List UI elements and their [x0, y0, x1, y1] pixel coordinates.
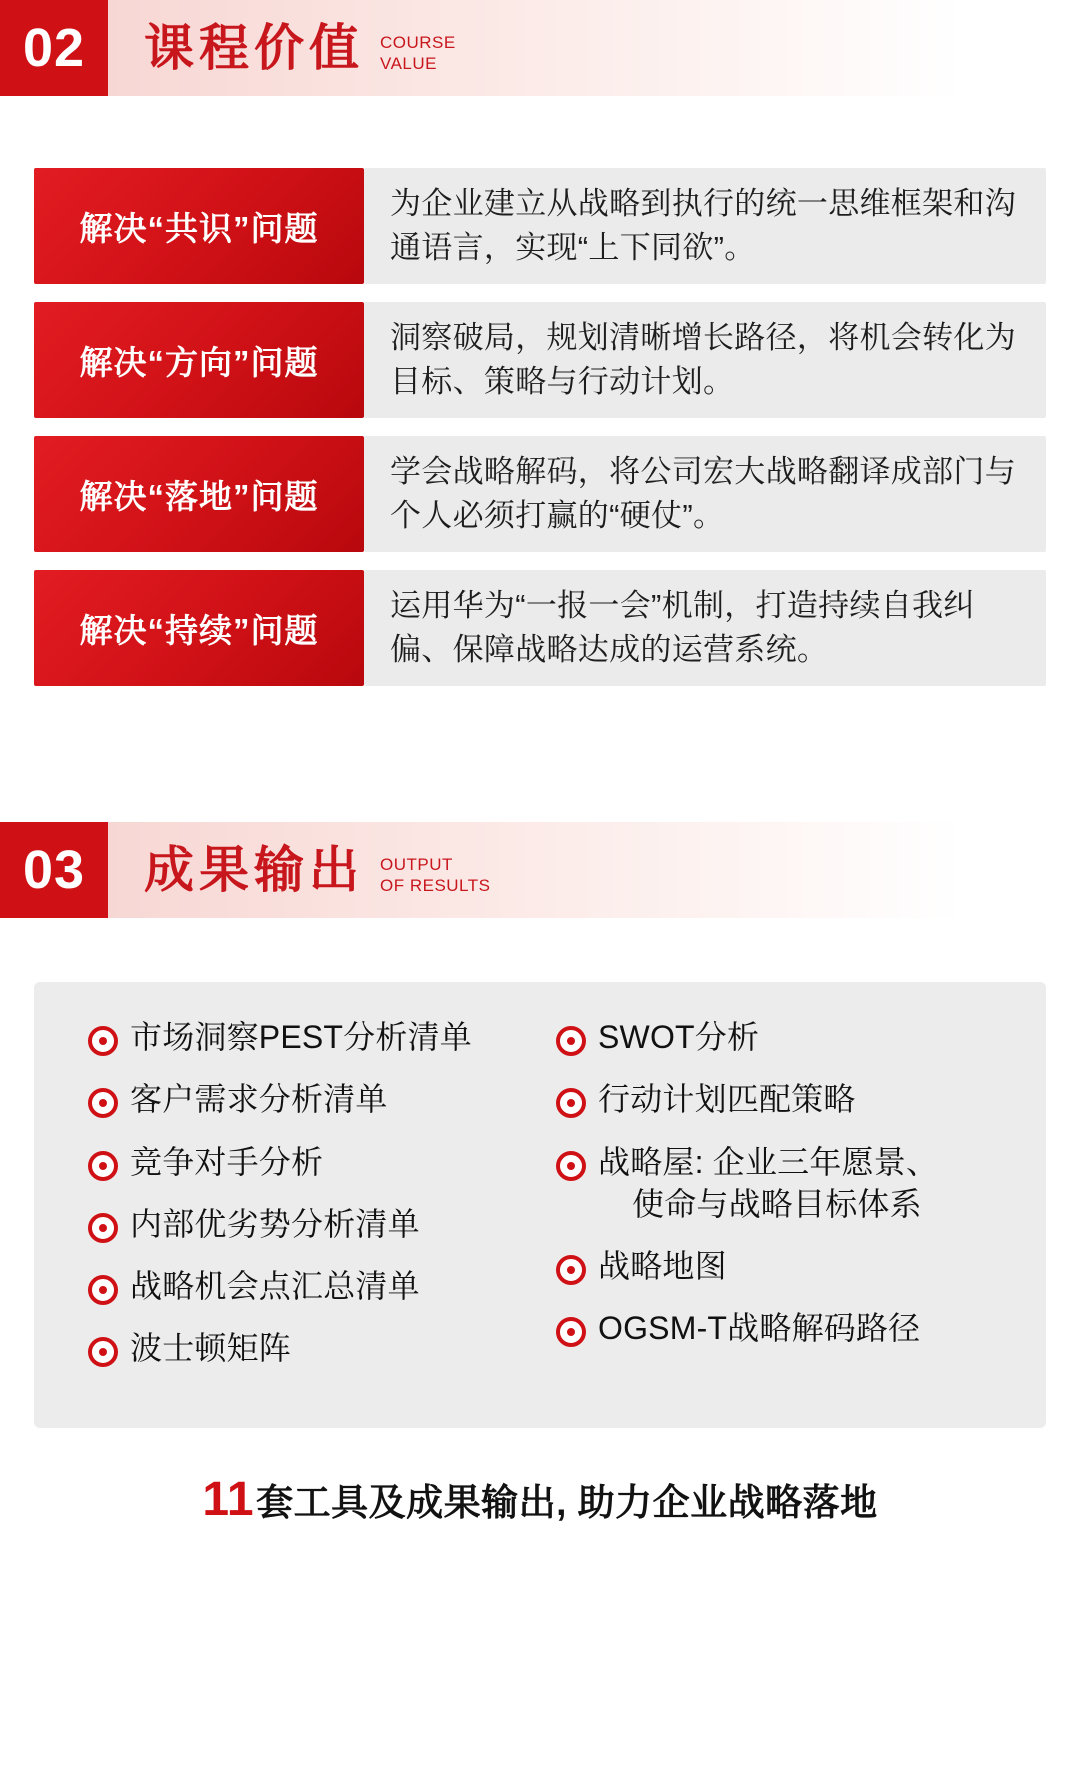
section-title-course-value: 课程价值 [144, 20, 364, 76]
section-number-02: 02 [0, 0, 108, 96]
section-spacer [0, 704, 1080, 822]
value-row [34, 168, 1046, 284]
list-item [556, 1078, 1016, 1120]
results-column-left [64, 1016, 540, 1389]
footer-count: 11 [202, 1472, 255, 1526]
list-item [88, 1016, 540, 1058]
section-subtitle-course-value [380, 22, 456, 75]
value-row [34, 302, 1046, 418]
list-item [88, 1327, 540, 1369]
value-tag: 解决“持续”问题 [34, 570, 364, 686]
list-item [556, 1307, 1016, 1349]
section-title-output-results: 成果输出 [144, 842, 364, 899]
value-description: 学会战略解码，将公司宏大战略翻译成部门与个人必须打赢的“硬仗”。 [364, 436, 1046, 552]
list-item [556, 1245, 1016, 1287]
list-item-label-wrapped [598, 1141, 1016, 1225]
list-item [556, 1016, 1016, 1058]
list-item-label: 波士顿矩阵 [130, 1330, 292, 1367]
bullet-icon [556, 1151, 586, 1181]
bullet-icon [88, 1337, 118, 1367]
section-subtitle-line2: OF RESULTS [380, 876, 491, 896]
bullet-icon [88, 1213, 118, 1243]
value-tag: 解决“共识”问题 [34, 168, 364, 284]
list-item-label: 竞争对手分析 [130, 1143, 324, 1180]
bullet-icon [556, 1255, 586, 1285]
section-subtitle-line1: OUTPUT [380, 854, 453, 874]
section-header-course-value [0, 0, 1080, 96]
value-description: 为企业建立从战略到执行的统一思维框架和沟通语言，实现“上下同欲”。 [364, 168, 1046, 284]
results-output-card [34, 982, 1046, 1427]
value-row [34, 570, 1046, 686]
value-tag: 解决“落地”问题 [34, 436, 364, 552]
value-description: 洞察破局，规划清晰增长路径，将机会转化为目标、策略与行动计划。 [364, 302, 1046, 418]
bullet-icon [88, 1275, 118, 1305]
section-title-bar-course-value [108, 0, 1080, 96]
list-item-label: 战略机会点汇总清单 [130, 1268, 420, 1305]
list-item-label: 市场洞察PEST分析清单 [130, 1019, 472, 1056]
bullet-icon [88, 1088, 118, 1118]
section-subtitle-line2: VALUE [380, 54, 437, 73]
list-item [88, 1141, 540, 1183]
list-item [556, 1141, 1016, 1225]
list-item-label: 行动计划匹配策略 [598, 1081, 856, 1118]
section-subtitle-line1: COURSE [380, 32, 456, 52]
footer-summary [34, 1472, 1046, 1527]
value-description: 运用华为“一报一会”机制，打造持续自我纠偏、保障战略达成的运营系统。 [364, 570, 1046, 686]
list-item-label: 内部优劣势分析清单 [130, 1205, 420, 1242]
list-item-label: 战略屋: 企业三年愿景、 [598, 1143, 939, 1180]
results-column-right [540, 1016, 1016, 1389]
value-row [34, 436, 1046, 552]
list-item-label-continuation: 使命与战略目标体系 [632, 1185, 922, 1222]
list-item-label: SWOT分析 [598, 1019, 760, 1056]
section-header-output-results [0, 822, 1080, 918]
course-value-list [34, 168, 1046, 686]
list-item [88, 1203, 540, 1245]
section-subtitle-output-results [380, 844, 490, 897]
bullet-icon [88, 1151, 118, 1181]
list-item-label: 战略地图 [598, 1248, 727, 1285]
bullet-icon [556, 1317, 586, 1347]
list-item [88, 1078, 540, 1120]
list-item [88, 1265, 540, 1307]
list-item-label: OGSM-T战略解码路径 [598, 1310, 921, 1347]
bullet-icon [556, 1026, 586, 1056]
bullet-icon [88, 1026, 118, 1056]
footer-text: 套工具及成果输出, 助力企业战略落地 [256, 1481, 878, 1523]
list-item-label: 客户需求分析清单 [130, 1081, 388, 1118]
section-title-bar-output-results [108, 822, 1080, 918]
value-tag: 解决“方向”问题 [34, 302, 364, 418]
bullet-icon [556, 1088, 586, 1118]
section-number-03: 03 [0, 822, 108, 918]
